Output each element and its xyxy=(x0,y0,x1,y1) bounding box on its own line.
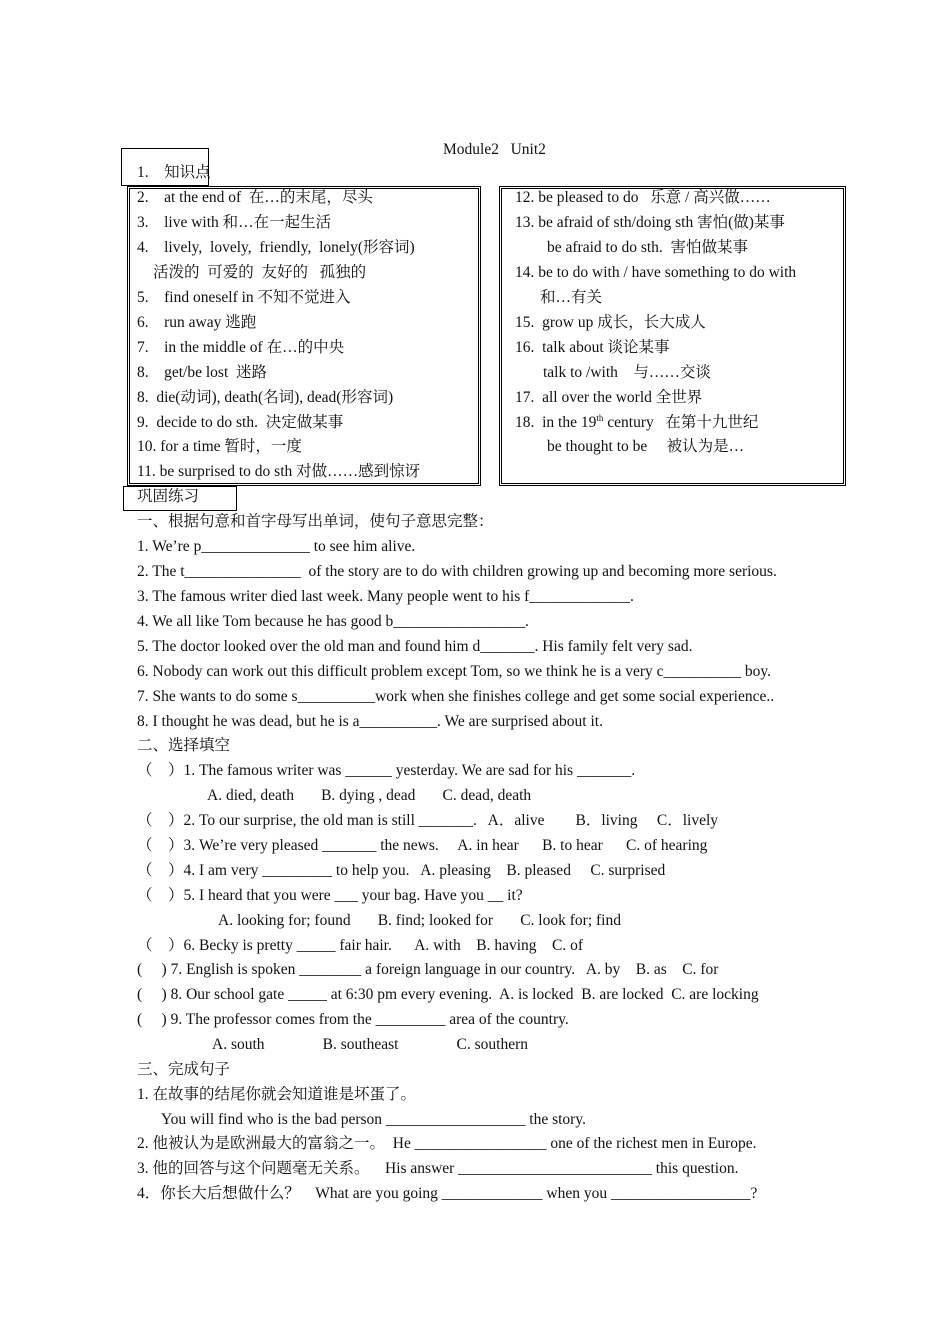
part2-options: A. south B. southeast C. southern xyxy=(212,1036,529,1053)
part3-line: 1. 在故事的结尾你就会知道谁是坏蛋了。 xyxy=(137,1086,417,1103)
left-item: 10. for a time 暂时，一度 xyxy=(137,438,302,455)
left-item: 7. in the middle of 在…的中央 xyxy=(137,339,345,356)
page-title: Module2 Unit2 xyxy=(443,141,546,158)
part3-line: 2. 他被认为是欧洲最大的富翁之一。 He _________________ one of the richest men in Europe. xyxy=(137,1135,757,1152)
part2-line: ( ) 8. Our school gate _____ at 6:30 pm every evening. A. is locked B. are locked C. are locking xyxy=(137,986,759,1003)
right-item: 15. grow up 成长，长大成人 xyxy=(515,314,706,331)
part1-question: 2. The t_______________ of the story are to do with children growing up and becoming more serious. xyxy=(137,563,777,580)
part3-line: 4．你长大后想做什么？ What are you going _____________ when you __________________? xyxy=(137,1185,758,1202)
section-label-practice: 巩固练习 xyxy=(137,488,200,505)
right-item: 12. be pleased to do 乐意 / 高兴做…… xyxy=(515,189,771,206)
right-item: be thought to be 被认为是… xyxy=(547,438,745,455)
part1-heading: 一、根据句意和首字母写出单词，使句子意思完整： xyxy=(137,513,494,530)
part3-line: 3. 他的回答与这个问题毫无关系。 His answer _________________________ this question. xyxy=(137,1160,739,1177)
left-item: 6. run away 逃跑 xyxy=(137,314,257,331)
right-item: be afraid to do sth. 害怕做某事 xyxy=(547,239,749,256)
left-item: 8. die(动词), death(名词), dead(形容词) xyxy=(137,389,394,406)
part2-options: A. looking for; found B. find; looked for C. look for; find xyxy=(218,912,621,929)
part1-question: 6. Nobody can work out this difficult problem except Tom, so we think he is a very c__________ boy. xyxy=(137,663,772,680)
part2-line: ( ) 9. The professor comes from the _________ area of the country. xyxy=(137,1011,569,1028)
item18-sup: th xyxy=(596,412,604,423)
left-item: 4. lively, lovely, friendly, lonely(形容词) xyxy=(137,239,415,256)
part2-line: （ ）6. Becky is pretty _____ fair hair. A. with B. having C. of xyxy=(137,937,584,954)
part2-heading: 二、选择填空 xyxy=(137,737,231,754)
left-item: 9. decide to do sth. 决定做某事 xyxy=(137,414,344,431)
part1-question: 7. She wants to do some s__________work when she finishes college and get some social experience.. xyxy=(137,688,775,705)
right-item-18 xyxy=(515,413,758,433)
part2-line: （ ）1. The famous writer was ______ yesterday. We are sad for his _______. xyxy=(137,762,636,779)
part2-options: A. died, death B. dying , dead C. dead, death xyxy=(207,787,532,804)
right-item: 17. all over the world 全世界 xyxy=(515,389,703,406)
part1-question: 3. The famous writer died last week. Many people went to his f_____________. xyxy=(137,588,634,605)
left-item: 5. find oneself in 不知不觉进入 xyxy=(137,289,351,306)
left-item: 活泼的 可爱的 友好的 孤独的 xyxy=(153,264,367,281)
part1-question: 4. We all like Tom because he has good b_________________. xyxy=(137,613,529,630)
left-item: 11. be surprised to do sth 对做……感到惊讶 xyxy=(137,463,421,480)
left-item: 8. get/be lost 迷路 xyxy=(137,364,268,381)
part2-line: （ ）4. I am very _________ to help you. A. pleasing B. pleased C. surprised xyxy=(137,862,666,879)
part3-line: You will find who is the bad person __________________ the story. xyxy=(161,1111,586,1128)
part1-question: 5. The doctor looked over the old man and found him d_______. His family felt very sad. xyxy=(137,638,693,655)
right-item: 13. be afraid of sth/doing sth 害怕(做)某事 xyxy=(515,214,785,231)
right-item: 16. talk about 谈论某事 xyxy=(515,339,670,356)
part2-line: ( ) 7. English is spoken ________ a foreign language in our country. A. by B. as C. for xyxy=(137,961,719,978)
left-item: 3. live with 和…在一起生活 xyxy=(137,214,332,231)
part2-line: （ ）3. We’re very pleased _______ the news. A. in hear B. to hear C. of hearing xyxy=(137,837,708,854)
part2-line: （ ）5. I heard that you were ___ your bag. Have you __ it? xyxy=(137,887,523,904)
part3-heading: 三、完成句子 xyxy=(137,1061,231,1078)
section-label-knowledge: 1. 知识点 xyxy=(137,164,211,181)
left-item: 2. at the end of 在…的末尾，尽头 xyxy=(137,189,373,206)
part1-question: 1. We’re p______________ to see him alive. xyxy=(137,538,416,555)
part2-line: （ ）2. To our surprise, the old man is still _______. A．alive B．living C．lively xyxy=(137,812,719,829)
item18-prefix: 18. in the 19 xyxy=(515,414,597,431)
right-item: 和…有关 xyxy=(540,289,603,306)
item18-suffix: century 在第十九世纪 xyxy=(603,414,759,431)
part1-question: 8. I thought he was dead, but he is a__________. We are surprised about it. xyxy=(137,713,603,730)
right-item: talk to /with 与……交谈 xyxy=(543,364,711,381)
right-item: 14. be to do with / have something to do with xyxy=(515,264,797,281)
